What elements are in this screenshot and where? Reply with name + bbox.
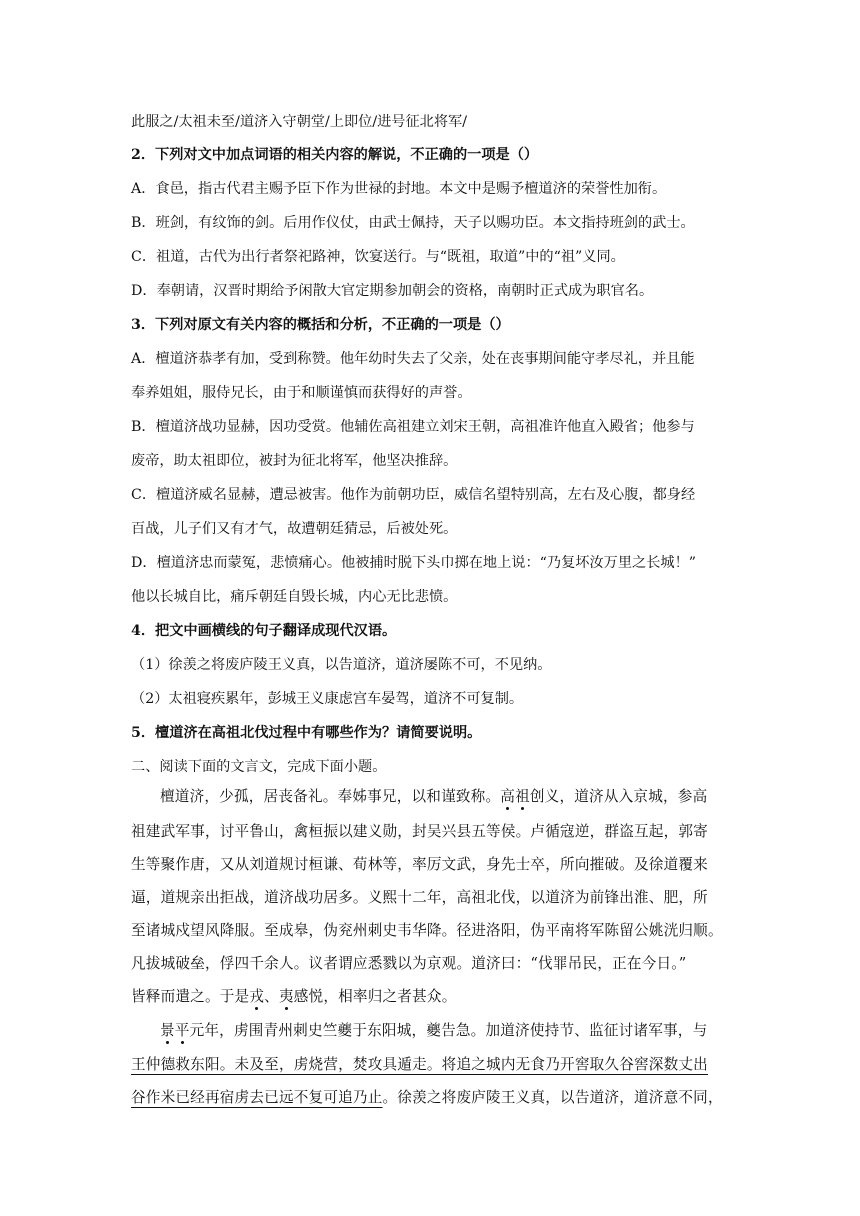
option-3c-line2: 百战，儿子们又有才气，故遭朝廷猜忌，后被处死。: [131, 521, 458, 537]
section-2-heading: 二、阅读下面的文言文，完成下面小题。: [131, 759, 387, 775]
dotted-word: 高: [500, 788, 516, 805]
option-3d-line2: 他以长城自比，痛斥朝廷自毁长城，内心无比悲愤。: [131, 589, 458, 605]
underlined-text: 谷作米已经再宿虏去已远不复可追乃止: [131, 1089, 383, 1106]
passage-p1-line7: [131, 987, 456, 1007]
answer-line: 此服之/太祖未至/道济入守朝堂/上即位/进号征北将军/: [131, 114, 468, 130]
text-span: 创义，道济从入京城，参高: [529, 788, 708, 805]
option-2d: D．奉朝请，汉晋时期给予闲散大官定期参加朝会的资格，南朝时正式成为职官名。: [131, 283, 654, 299]
option-2a: A．食邑，指古代君主赐予臣下作为世禄的封地。本文中是赐予檀道济的荣誉性加衔。: [131, 181, 667, 197]
option-3b-line1: B．檀道济战功显赫，因功受赏。他辅佐高祖建立刘宋王朝，高祖准许他直入殿省；他参与: [131, 419, 695, 435]
passage-p2-line3: [131, 1088, 723, 1108]
option-2b: B．班剑，有纹饰的剑。后用作仪仗，由武士佩持，天子以赐功臣。本文指持班剑的武士。: [131, 215, 695, 231]
passage-p1-line6: 凡拔城破垒，俘四千余人。议者谓应悉戮以为京观。道济曰：“伐罪吊民，正在今日。”: [131, 955, 687, 972]
question-4: 4．把文中画横线的句子翻译成现代汉语。: [131, 623, 397, 639]
question-3: 3．下列对原文有关内容的概括和分析，不正确的一项是（）: [131, 317, 510, 333]
option-3a-line1: A．檀道济恭孝有加，受到称赞。他年幼时失去了父亲，处在丧事期间能守孝尽礼，并且能: [131, 351, 695, 367]
question-2: 2．下列对文中加点词语的相关内容的解说，不正确的一项是（）: [131, 147, 539, 163]
option-3c-line1: C．檀道济威名显赫，遭忌被害。他作为前朝功臣，威信名望特别高，左右及心腹，都身经: [131, 487, 696, 503]
option-2c: C．祖道，古代为出行者祭祀路神，饮宴送行。与“既祖，取道”中的“祖”义同。: [131, 249, 625, 265]
dotted-word: 景: [160, 1022, 175, 1039]
dotted-word: 夷: [278, 988, 294, 1005]
passage-p2-line2: [131, 1055, 708, 1075]
text-span: 元年，虏围青州刺史竺夔于东阳城，夔告急。加道济使持节、监征讨诸军事，与: [189, 1022, 708, 1039]
underlined-text: 王仲德救东阳。未及至，虏烧营，焚攻具遁走。将追之城内无食乃开窖取久谷窖深数丈出: [131, 1056, 708, 1073]
passage-p1-line3: 生等聚作唐，又从刘道规讨桓谦、荀林等，率厉文武，身先士卒，所向摧破。及徐道覆来: [131, 856, 708, 873]
passage-p1-line5: 至诸城戍望风降服。至成皋，伪兖州刺史韦华降。径进洛阳，伪平南将军陈留公姚洸归顺。: [131, 922, 723, 939]
text-span: 、: [264, 988, 279, 1005]
text-span: 感悦，相率归之者甚众。: [293, 988, 457, 1005]
question-5: 5．檀道济在高祖北伐过程中有哪些作为？请简要说明。: [131, 725, 482, 741]
passage-p1-line1: [160, 787, 707, 807]
question-4-part1: （1）徐羡之将废庐陵王义真，以告道济，道济屡陈不可，不见纳。: [131, 657, 552, 673]
passage-p2-line1: [160, 1021, 707, 1041]
text-span: 檀道济，少孤，居丧备礼。奉姊事兄，以和谨致称。: [160, 788, 501, 805]
option-3b-line2: 废帝，助太祖即位，被封为征北将军，他坚决推辞。: [131, 453, 458, 469]
dotted-word: 戎: [249, 988, 265, 1005]
question-4-part2: （2）太祖寝疾累年，彭城王义康虑宫车晏驾，道济不可复制。: [131, 691, 524, 707]
dotted-word: 祖: [515, 788, 530, 805]
text-span: 。徐羡之将废庐陵王义真，以告道济，道济意不同，: [382, 1089, 723, 1106]
option-3d-line1: D．檀道济忠而蒙冤，悲愤痛心。他被捕时脱下头巾掷在地上说：“乃复坏汝万里之长城！”: [131, 555, 697, 571]
option-3a-line2: 奉养姐姐，服侍兄长，由于和顺谨慎而获得好的声誉。: [131, 385, 472, 401]
passage-p1-line2: 祖建武军事，讨平鲁山，禽桓振以建义勋，封吴兴县五等侯。卢循寇逆，群盗互起，郭寄: [131, 823, 708, 840]
text-span: 皆释而遣之。于是: [131, 988, 250, 1005]
passage-p1-line4: 逼，道规亲出拒战，道济战功居多。义熙十二年，高祖北伐，以道济为前锋出淮、肥，所: [131, 889, 708, 906]
dotted-word: 平: [174, 1022, 190, 1039]
